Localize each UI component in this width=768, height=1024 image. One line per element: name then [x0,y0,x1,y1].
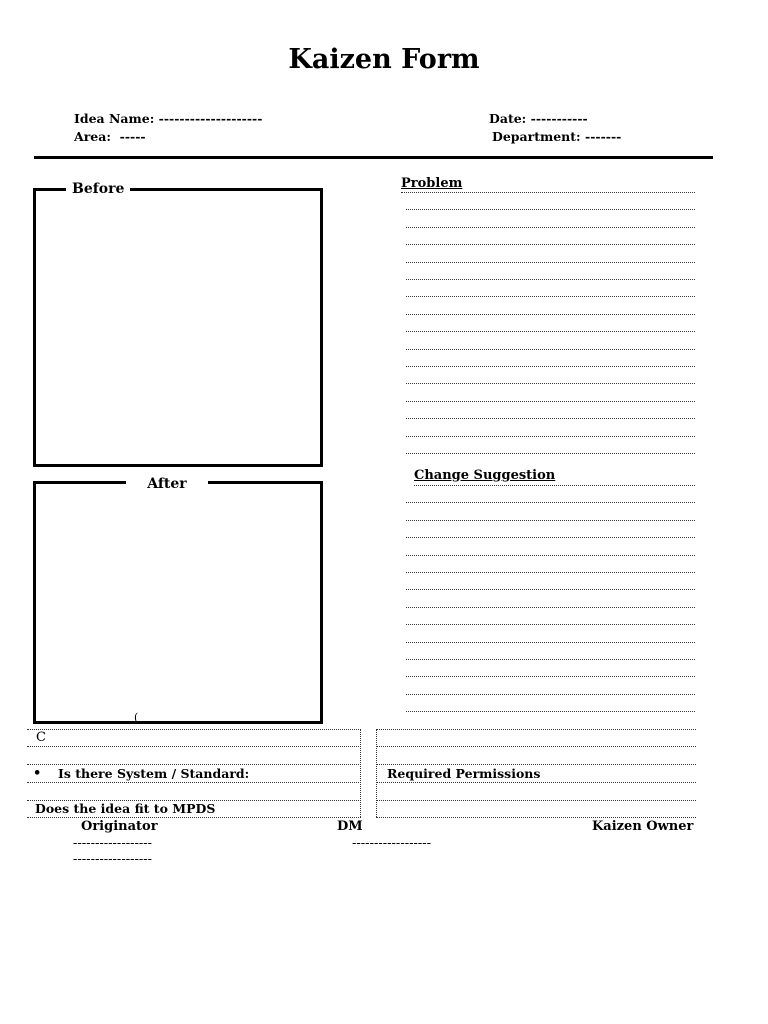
right-row-line [376,782,696,783]
left-row-line [27,746,361,747]
c-label: C [36,730,46,745]
header-divider [34,156,713,159]
writing-line[interactable] [406,659,695,660]
writing-line[interactable] [406,624,695,625]
department-label: Department: [492,129,581,144]
area-label: Area: [74,129,111,144]
mpds-label: Does the idea fit to MPDS [35,801,216,816]
kaizen-owner-label: Kaizen Owner [592,819,694,834]
writing-line[interactable] [406,694,695,695]
writing-line[interactable] [406,572,695,573]
dm-label: DM [337,819,363,834]
writing-line[interactable] [406,642,695,643]
after-label: After [126,476,208,492]
system-standard-label: Is there System / Standard: [58,766,250,781]
writing-line[interactable] [401,192,695,193]
writing-line[interactable] [406,502,695,503]
writing-line[interactable] [406,589,695,590]
after-box[interactable] [33,481,323,724]
left-row-line [27,764,361,765]
writing-line[interactable] [406,555,695,556]
writing-line[interactable] [406,401,695,402]
area-field[interactable] [74,129,146,144]
originator-label: Originator [81,819,158,834]
idea-name-field[interactable] [74,111,262,126]
writing-line[interactable] [406,366,695,367]
department-value: ------- [585,129,622,144]
stray-mark: ( [134,711,139,724]
left-row-line [27,729,361,730]
idea-name-label: Idea Name: [74,111,155,126]
writing-line[interactable] [406,711,695,712]
idea-name-value: -------------------- [158,111,263,126]
kaizen-owner-signature-line[interactable]: ------------------ [73,852,153,867]
right-row-line [376,817,696,818]
before-label: Before [66,181,130,197]
right-row-line [376,764,696,765]
writing-line[interactable] [406,520,695,521]
writing-line[interactable] [406,209,695,210]
right-row-line [376,800,696,801]
date-label: Date: [489,111,527,126]
writing-line[interactable] [406,607,695,608]
writing-line[interactable] [406,227,695,228]
writing-line[interactable] [406,537,695,538]
bullet-icon: • [33,766,42,781]
writing-line[interactable] [406,418,695,419]
originator-signature-line[interactable]: ------------------ [73,836,153,851]
column-divider [360,729,361,817]
writing-line[interactable] [406,262,695,263]
writing-line[interactable] [414,485,695,486]
page-title: Kaizen Form [288,44,480,75]
writing-line[interactable] [406,453,695,454]
writing-line[interactable] [406,331,695,332]
right-row-line [376,746,696,747]
writing-line[interactable] [406,296,695,297]
right-row-line [376,729,696,730]
writing-line[interactable] [406,349,695,350]
writing-line[interactable] [406,383,695,384]
problem-heading: Problem [401,176,463,191]
department-field[interactable] [492,129,621,144]
date-field[interactable] [489,111,588,126]
date-value: ----------- [530,111,588,126]
required-permissions-label: Required Permissions [387,766,541,781]
area-value: ----- [119,129,146,144]
before-box[interactable] [33,188,323,467]
writing-line[interactable] [406,436,695,437]
dm-signature-line[interactable]: ------------------ [352,836,432,851]
left-row-line [27,782,361,783]
writing-line[interactable] [406,314,695,315]
writing-line[interactable] [406,279,695,280]
writing-line[interactable] [406,244,695,245]
change-suggestion-heading: Change Suggestion [414,468,556,483]
writing-line[interactable] [406,676,695,677]
column-divider [376,729,377,817]
left-row-line [27,817,361,818]
